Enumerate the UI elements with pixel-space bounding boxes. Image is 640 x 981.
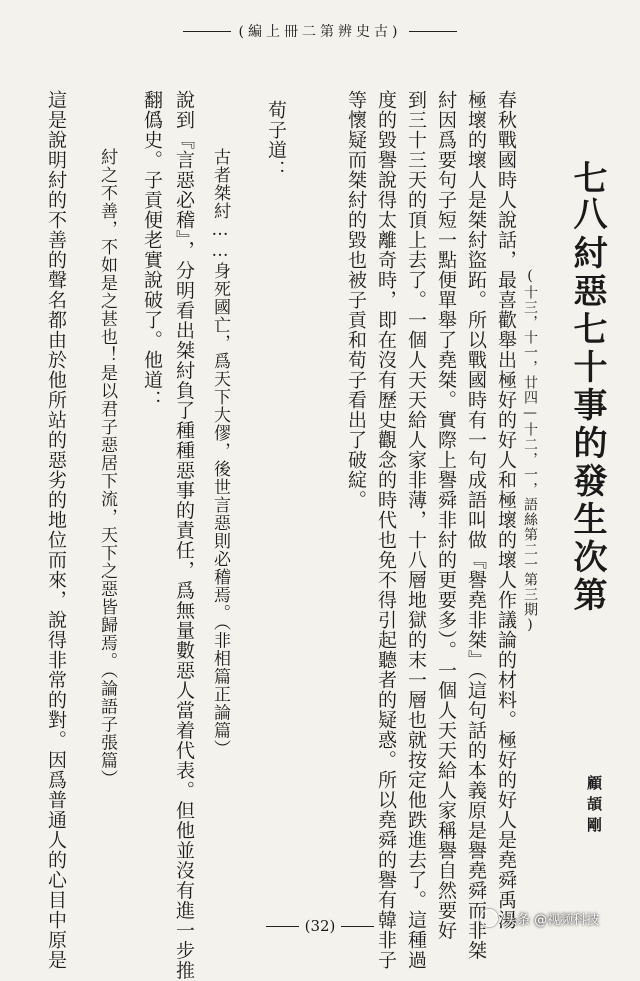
watermark-text: 头条 @视频科技 [504,912,600,928]
page-number: (32) [304,917,336,935]
running-header [150,18,490,44]
body-column: 荀子道： [265,100,287,180]
footer-rule-right [341,926,374,927]
body-column: 到三十三天的頂上去了。一個人天天給人家非薄，十八層地獄的末一層也就按定他跌進去了。這種過 [405,90,427,970]
page-footer [260,917,380,935]
article-author: 顧頡剛 [585,775,603,838]
watermark-logo-icon [480,909,498,927]
body-column: 說到『言惡必稽』，分明看出桀紂負了種種惡事的責任，爲無量數惡人當着代表。但他並沒有進一步推 [173,90,195,981]
body-column: 等懷疑而桀紂的毀也被子貢和荀子看出了破綻。 [345,90,367,510]
body-column: 春秋戰國時人說話，最喜歡舉出極好的好人和極壞的壞人作議論的材料。極好的好人是堯舜禹湯 [495,90,517,930]
article-source: (十三，十一，廿四—十二，一，語絲第二一第三期) [522,268,538,634]
header-text: (編上冊二第辨史古) [238,24,402,40]
body-column: 度的毀譽說得太離奇時，即在沒有歷史觀念的時代也免不得引起聽者的疑惑。所以堯舜的譽有韓非子 [375,90,397,970]
article-title: 紂惡七十事的發生次第 [567,235,607,615]
header-rule-right [409,31,457,32]
body-column: 極壞的壞人是桀紂盜跖。所以戰國時有一句成語叫做『譽堯非桀』（這句話的本義原是譽堯舜而非桀 [465,90,487,961]
watermark [480,905,630,931]
body-column: 紂因爲要句子短一點便單舉了堯桀。實際上譽舜非紂的更要多）。一個人天天給人家稱譽自然要好 [435,90,457,941]
header-rule-left [183,31,231,32]
quote-column: 紂之不善，不如是之甚也！是以君子惡居下流，天下之惡皆歸焉。（論語子張篇） [97,148,117,788]
article-number: 七八 [567,160,607,232]
body-column: 翻僞史。子貢便老實說破了。他道： [141,90,163,410]
footer-rule-left [266,926,299,927]
quote-column: 古者桀紂……身死國亡，爲天下大僇，後世言惡則必稽焉。（非相篇正論篇） [210,148,230,758]
body-column: 這是說明紂的不善的聲名都由於他所站的惡劣的地位而來，說得非常的對。因爲普通人的心目中原是 [45,90,67,970]
